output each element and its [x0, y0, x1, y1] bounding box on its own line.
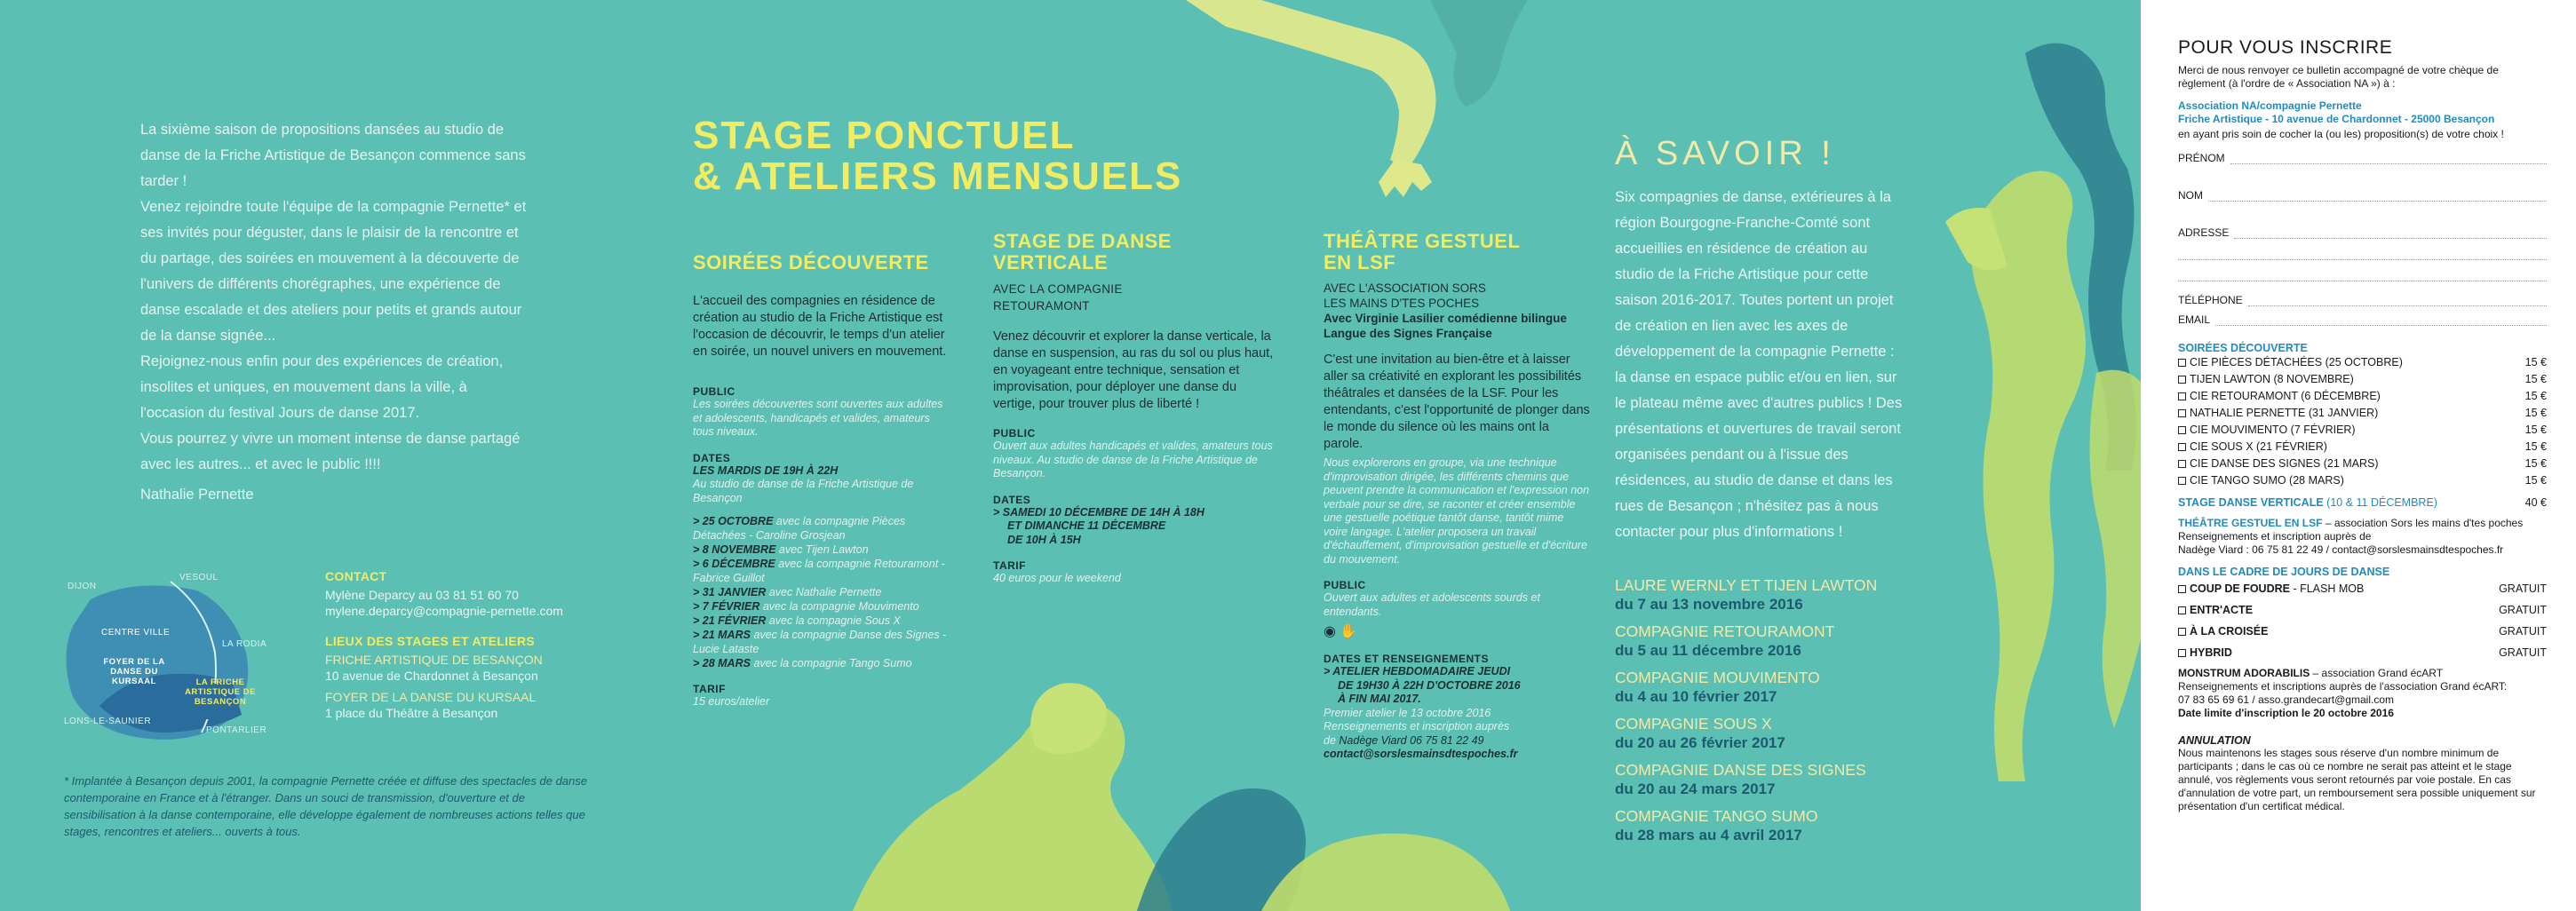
- lsf-sub-bold: Avec Virginie Lasilier comédienne bilingue Langue des Signes Française: [1324, 312, 1567, 340]
- checkbox[interactable]: [2178, 443, 2186, 451]
- field-line[interactable]: [2234, 238, 2547, 239]
- residence-name: COMPAGNIE DANSE DES SIGNES: [1615, 761, 1866, 779]
- verticale-sub-1: AVEC LA COMPAGNIE: [993, 282, 1123, 296]
- lsf-row-title: THÉÂTRE GESTUEL EN LSF: [2178, 517, 2323, 529]
- dancer-right-3: [2090, 370, 2142, 728]
- verticale-dates-1: > SAMEDI 10 DÉCEMBRE DE 14H À 18H: [993, 505, 1205, 519]
- annulation-text: Nous maintenons les stages sous réserve d'un nombre minimum de participants ; dans le cas où ce nombre ne serait pas atteint et le stage annulé, vos règlements vous seront retournés par voie postale. En cas d'annulation de votre part, un remboursement sera possible uniquement sur présentation d'un certificat médical.: [2178, 747, 2536, 812]
- item-date: > 31 JANVIER: [693, 586, 767, 598]
- row-label: À LA CROISÉE: [2190, 625, 2269, 638]
- lsf-first: Premier atelier le 13 octobre 2016: [1324, 706, 1491, 719]
- residence-date: du 28 mars au 4 avril 2017: [1615, 827, 1802, 844]
- dancer-body-bottom-1: [853, 701, 1173, 911]
- field-label: EMAIL: [2178, 313, 2211, 326]
- lsf-dates-2: DE 19H30 À 22H D'OCTOBRE 2016: [1338, 678, 1521, 692]
- intro-paragraph-2: Venez rejoindre toute l'équipe de la compagnie Pernette* et ses invités pour déguster, dans le plaisir de la rencontre et du partage, des soirées en mouvement à la découverte de l'univers de différents chorégraphes, une expérience de danse escalade et des ateliers pour petits et grands autour de la danse signée...: [140, 199, 527, 344]
- checkbox[interactable]: [2178, 409, 2186, 417]
- checkbox-row[interactable]: [2178, 371, 2547, 388]
- residence-name: LAURE WERNLY ET TIJEN LAWTON: [1615, 576, 1878, 594]
- verticale-row-price: 40 €: [2524, 496, 2547, 509]
- lsf-text: C'est une invitation au bien-être et à laisser aller sa créativité en explorant les possibilités théâtrales et dansées de la LSF. Pour les entendants, c'est l'opportunité de plonger dans le monde du silence où les mains ont la parole.: [1324, 353, 1590, 451]
- map-label-rodia: LA RODIA: [222, 639, 267, 649]
- monstrum-line3: 07 83 65 69 61 / asso.grandecart@gmail.com: [2178, 693, 2394, 706]
- field-line[interactable]: [2215, 325, 2547, 326]
- list-item: [693, 557, 950, 585]
- field-nom[interactable]: [2178, 164, 2547, 202]
- soirees-section: [693, 252, 950, 709]
- item-date: > 25 OCTOBRE: [693, 515, 774, 527]
- field-line[interactable]: [2208, 201, 2547, 202]
- verticale-title-1: STAGE DE DANSE: [993, 230, 1172, 252]
- lsf-public-text: Ouvert aux adultes et adolescents sourds et entendants.: [1324, 591, 1540, 618]
- place2-name: FOYER DE LA DANSE DU KURSAAL: [325, 690, 537, 704]
- row-label: CIE PIÈCES DÉTACHÉES (25 OCTOBRE): [2190, 356, 2403, 368]
- intro-paragraph-3: Rejoignez-nous enfin pour des expériences de création, insolites et uniques, en mouvement dans la ville, à l'occasion du festival Jours de danse 2017.: [140, 353, 504, 421]
- row-price: GRATUIT: [2499, 625, 2547, 638]
- location-map: [55, 573, 268, 746]
- lsf-person-line: [1324, 734, 1590, 749]
- field-label: TÉLÉPHONE: [2178, 294, 2243, 306]
- map-label-kursaal: FOYER DE LA DANSE DU KURSAAL: [103, 657, 165, 686]
- checkbox-row[interactable]: [2178, 621, 2547, 642]
- soirees-title: SOIRÉES DÉCOUVERTE: [693, 251, 929, 273]
- item-date: > 6 DÉCEMBRE: [693, 558, 775, 570]
- footnote: * Implantée à Besançon depuis 2001, la compagnie Pernette créée et diffuse des spectacles de danse contemporaine en France et à l'étranger. Dans un souci de transmission, d'ouverture et de sensibilisation à la danse contemporaine, elle développe également de nombreuses actions telles que stages, rencontres et ateliers... ouverts à tous.: [64, 774, 587, 838]
- checkbox-row[interactable]: [2178, 405, 2547, 422]
- soirees-public-text: Les soirées découvertes sont ouvertes aux adultes et adolescents, handicapés et valides, amateurs tous niveaux.: [693, 398, 943, 438]
- row-label: CIE RETOURAMONT (6 DÉCEMBRE): [2190, 390, 2381, 402]
- checkbox[interactable]: [2178, 460, 2186, 468]
- field-email[interactable]: [2178, 306, 2547, 326]
- place1-name: FRICHE ARTISTIQUE DE BESANÇON: [325, 653, 543, 667]
- row-price: 15 €: [2524, 356, 2547, 368]
- contact-email[interactable]: mylene.deparcy@compagnie-pernette.com: [325, 604, 563, 618]
- row-label: CIE DANSE DES SIGNES (21 MARS): [2190, 457, 2379, 470]
- row-price: 15 €: [2524, 474, 2547, 487]
- field-adresse-line2[interactable]: [2178, 239, 2547, 260]
- map-label-friche: LA FRICHE ARTISTIQUE DE BESANÇON: [185, 677, 256, 707]
- residence-date: du 5 au 11 décembre 2016: [1615, 642, 1801, 659]
- verticale-text: Venez découvrir et explorer la danse verticale, la danse en suspension, au ras du sol ou plus haut, en voyageant entre technique, sensation et improvisation, pour déployer une danse du vertige, pour trouver plus de liberté !: [993, 329, 1274, 411]
- form-content: [2178, 37, 2547, 813]
- place2-address: 1 place du Théâtre à Besançon: [325, 706, 498, 720]
- item-text: avec Nathalie Pernette: [768, 586, 882, 598]
- checkbox-row[interactable]: [2178, 642, 2547, 663]
- lsf-sub-1: AVEC L'ASSOCIATION SORS: [1324, 281, 1486, 295]
- row-label: CIE MOUVIMENTO (7 FÉVRIER): [2190, 424, 2356, 436]
- row-label: COUP DE FOUDRE: [2190, 582, 2290, 595]
- intro-paragraph-4: Vous pourrez y vivre un moment intense de danse partagé avec les autres... et avec le public !!!!: [140, 431, 521, 472]
- lsf-row-line2: Renseignements et inscription auprès de: [2178, 530, 2372, 543]
- monstrum-line2: Renseignements et inscriptions auprès de l'association Grand écART:: [2178, 680, 2508, 693]
- lsf-person: Nadège Viard 06 75 81 22 49: [1339, 733, 1484, 747]
- row-rest: - FLASH MOB: [2289, 582, 2365, 595]
- row-price: GRATUIT: [2499, 582, 2547, 595]
- checkbox-row[interactable]: [2178, 578, 2547, 599]
- item-text: avec Tijen Lawton: [778, 543, 869, 556]
- checkbox-row[interactable]: [2178, 599, 2547, 621]
- lsf-de: de: [1324, 733, 1336, 747]
- item-text: avec la compagnie Pièces Détachées - Caroline Grosjean: [693, 515, 906, 542]
- form-soirees-title: SOIRÉES DÉCOUVERTE: [2178, 342, 2308, 354]
- intro-text: [140, 117, 531, 478]
- list-item: [693, 514, 950, 543]
- monstrum-rest: – association Grand écART: [2310, 667, 2444, 679]
- lsf-sub-2: LES MAINS D'TES POCHES: [1324, 297, 1480, 310]
- row-price: 15 €: [2524, 407, 2547, 419]
- row-price: GRATUIT: [2499, 646, 2547, 659]
- soirees-tarif-text: 15 euros/atelier: [693, 695, 770, 708]
- contact-name: Mylène Deparcy au 03 81 51 60 70: [325, 588, 519, 602]
- row-price: GRATUIT: [2499, 604, 2547, 616]
- item-date: > 7 FÉVRIER: [693, 600, 760, 613]
- verticale-dates-label: DATES: [993, 493, 1031, 506]
- soirees-dates-label: DATES: [693, 451, 731, 464]
- verticale-row[interactable]: [2178, 495, 2547, 511]
- row-label: ENTR'ACTE: [2190, 604, 2254, 616]
- list-item: [693, 585, 950, 599]
- verticale-section: [993, 231, 1277, 586]
- lsf-dates-1: > ATELIER HEBDOMADAIRE JEUDI: [1324, 665, 1511, 677]
- main-title-line2: & ATELIERS MENSUELS: [693, 154, 1183, 198]
- field-telephone[interactable]: [2178, 281, 2547, 306]
- item-date: > 21 FÉVRIER: [693, 614, 767, 627]
- place1-address: 10 avenue de Chardonnet à Besançon: [325, 669, 538, 683]
- lsf-dates-3: À FIN MAI 2017.: [1338, 693, 1421, 705]
- lsf-renseign: Renseignements et inscription auprès: [1324, 720, 1510, 733]
- main-title-line1: STAGE PONCTUEL: [693, 114, 1076, 157]
- row-label: TIJEN LAWTON (8 NOVEMBRE): [2190, 373, 2354, 385]
- main-title: [693, 115, 1261, 197]
- accessibility-icons: [1324, 622, 1590, 640]
- checkbox[interactable]: [2178, 376, 2186, 384]
- checkbox-row[interactable]: [2178, 472, 2547, 489]
- soirees-dates-main: LES MARDIS DE 19H À 22H: [693, 463, 839, 477]
- list-item: [693, 543, 950, 557]
- map-label-vesoul: VESOUL: [179, 573, 219, 582]
- field-line[interactable]: [2230, 163, 2547, 164]
- list-item: [693, 599, 950, 614]
- checkbox-row[interactable]: [2178, 439, 2547, 456]
- form-address-2: Friche Artistique - 10 avenue de Chardonnet - 25000 Besançon: [2178, 113, 2495, 125]
- checkbox[interactable]: [2178, 477, 2186, 485]
- form-after-address: en ayant pris soin de cocher la (ou les) proposition(s) de votre choix !: [2178, 128, 2504, 140]
- verticale-tarif-label: TARIF: [993, 559, 1026, 572]
- residence-name: COMPAGNIE MOUVIMENTO: [1615, 669, 1820, 686]
- list-item: [693, 628, 950, 656]
- item-date: > 21 MARS: [693, 629, 751, 641]
- lsf-row-rest: – association Sors les mains d'tes poches: [2325, 517, 2524, 529]
- checkbox-row[interactable]: [2178, 456, 2547, 472]
- field-label: ADRESSE: [2178, 226, 2230, 239]
- jours-title: DANS LE CADRE DE JOURS DE DANSE: [2178, 566, 2390, 578]
- checkbox[interactable]: [2178, 359, 2186, 367]
- field-line[interactable]: [2248, 305, 2547, 306]
- residence-name: COMPAGNIE SOUS X: [1615, 715, 1772, 733]
- lsf-dates-label: DATES ET RENSEIGNEMENTS: [1324, 653, 1489, 665]
- lsf-row-line3: Nadège Viard : 06 75 81 22 49 / contact@sorslesmainsdtespoches.fr: [2178, 543, 2504, 556]
- field-label: PRÉNOM: [2178, 152, 2225, 164]
- field-prenom[interactable]: [2178, 141, 2547, 164]
- places-title: LIEUX DES STAGES ET ATELIERS: [325, 634, 536, 648]
- row-price: 15 €: [2524, 457, 2547, 470]
- row-label: HYBRID: [2190, 646, 2232, 659]
- intro-paragraph-1: La sixième saison de propositions dansées au studio de danse de la Friche Artistique de Besançon commence sans tarder !: [140, 122, 526, 189]
- row-price: 15 €: [2524, 390, 2547, 402]
- verticale-public-text: Ouvert aux adultes handicapés et valides, amateurs tous niveaux. Au studio de danse de la Friche Artistique de Besançon.: [993, 440, 1273, 479]
- lsf-title-2: EN LSF: [1324, 251, 1396, 273]
- map-label-lons: LONS-LE-SAUNIER: [64, 717, 152, 726]
- form-address-1: Association NA/compagnie Pernette: [2178, 99, 2362, 112]
- item-date: > 28 MARS: [693, 657, 751, 669]
- row-label: CIE TANGO SUMO (28 MARS): [2190, 474, 2344, 487]
- savoir-title: À SAVOIR !: [1615, 135, 1835, 172]
- residence-date: du 4 au 10 février 2017: [1615, 688, 1777, 705]
- signature: Nathalie Pernette: [140, 487, 254, 503]
- checkbox-row[interactable]: [2178, 354, 2547, 371]
- soirees-text: L'accueil des compagnies en résidence de création au studio de la Friche Artistique est l'occasion de découvrir, le temps d'un atelier en soirée, un nouvel univers en mouvement.: [693, 294, 947, 359]
- field-line[interactable]: [2178, 259, 2547, 260]
- residence-name: COMPAGNIE TANGO SUMO: [1615, 807, 1818, 825]
- field-adresse-line3[interactable]: [2178, 260, 2547, 281]
- row-price: 15 €: [2524, 373, 2547, 385]
- list-item: [693, 614, 950, 628]
- map-label-centre: CENTRE VILLE: [101, 628, 171, 638]
- row-price: 15 €: [2524, 440, 2547, 453]
- soirees-tarif-label: TARIF: [693, 683, 726, 695]
- checkbox[interactable]: [2178, 426, 2186, 434]
- checkbox[interactable]: [2178, 649, 2186, 657]
- verticale-public-label: PUBLIC: [993, 427, 1036, 440]
- checkbox-row[interactable]: [2178, 388, 2547, 405]
- savoir-text: Six compagnies de danse, extérieures à la région Bourgogne-Franche-Comté sont accueillies en résidence de création au studio de la Friche Artistique pour cette saison 2016-2017. Toutes portent un projet de création en lien avec les axes de développement de la compagnie Pernette : la danse en espace public et/ou en lien, sur le plateau même avec d'autres publics ! Des présentations et ouvertures de travail seront organisées pendant ou à l'issue des résidences, au studio de danse et dans les rues de Besançon ; n'hésitez pas à nous contacter pour plus d'informations !: [1615, 189, 1903, 540]
- soirees-list: [693, 514, 950, 670]
- verticale-sub-2: RETOURAMONT: [993, 299, 1090, 313]
- row-label: NATHALIE PERNETTE (31 JANVIER): [2190, 407, 2379, 419]
- lsf-row: [2178, 517, 2547, 530]
- soirees-public-label: PUBLIC: [693, 385, 735, 398]
- row-label: CIE SOUS X (21 FÉVRIER): [2190, 440, 2327, 453]
- item-text: avec la compagnie Mouvimento: [762, 600, 919, 613]
- verticale-title-2: VERTICALE: [993, 251, 1109, 273]
- item-text: avec la compagnie Sous X: [768, 614, 901, 627]
- map-label-pontarlier: PONTARLIER: [206, 725, 267, 735]
- contact-title: CONTACT: [325, 569, 387, 583]
- checkbox[interactable]: [2178, 392, 2186, 400]
- verticale-row-dates: (10 & 11 DÉCEMBRE): [2326, 496, 2437, 509]
- lsf-section: [1324, 231, 1590, 762]
- monstrum-title: MONSTRUM ADORABILIS: [2178, 667, 2310, 679]
- annulation-title: ANNULATION: [2178, 734, 2251, 747]
- residence-dates: [1615, 575, 1908, 852]
- residence-date: du 20 au 26 février 2017: [1615, 734, 1785, 751]
- item-text: avec la compagnie Danse des Signes - Lucie Lataste: [693, 629, 947, 655]
- checkbox-row[interactable]: [2178, 422, 2547, 439]
- field-label: NOM: [2178, 189, 2203, 202]
- sign-hands-icon: ✋: [1340, 624, 1358, 639]
- checkbox[interactable]: [2178, 585, 2186, 593]
- residence-date: du 7 au 13 novembre 2016: [1615, 596, 1803, 613]
- map-label-dijon: DIJON: [68, 582, 97, 591]
- monstrum-deadline: Date limite d'inscription le 20 octobre 2016: [2178, 707, 2394, 719]
- lsf-italic-text: Nous explorerons en groupe, via une technique d'improvisation dirigée, les différents chemins que peuvent prendre la communication et l'expression non verbale pour se dire, se raconter et créer ensemble une gestuelle poétique tantôt danse, tantôt mime voire langage. L'atelier proposera un travail d'échauffement, d'improvisation gestuelle et d'écriture du mouvement.: [1324, 456, 1590, 566]
- row-price: 15 €: [2524, 424, 2547, 436]
- verticale-dates-2: ET DIMANCHE 11 DÉCEMBRE: [1007, 519, 1166, 532]
- contact-block: [325, 568, 609, 735]
- residence-date: du 20 au 24 mars 2017: [1615, 780, 1776, 797]
- residence-name: COMPAGNIE RETOURAMONT: [1615, 622, 1835, 640]
- form-title: POUR VOUS INSCRIRE: [2178, 37, 2393, 58]
- monstrum-row: [2178, 667, 2547, 680]
- lsf-title-1: THÉÂTRE GESTUEL: [1324, 230, 1521, 252]
- registration-form: [2141, 0, 2576, 911]
- soirees-dates-place: Au studio de danse de la Friche Artistique de Besançon: [693, 478, 914, 504]
- checkbox[interactable]: [2178, 628, 2186, 636]
- item-date: > 8 NOVEMBRE: [693, 543, 776, 556]
- item-text: avec la compagnie Retouramont - Fabrice Guillot: [693, 558, 945, 584]
- list-item: [693, 656, 950, 670]
- item-text: avec la compagnie Tango Sumo: [753, 657, 912, 669]
- verticale-tarif-text: 40 euros pour le weekend: [993, 572, 1121, 584]
- checkbox[interactable]: [2178, 606, 2186, 614]
- shadow-figure-top: [1430, 0, 1528, 107]
- lsf-public-label: PUBLIC: [1324, 579, 1366, 591]
- ear-icon: ◉: [1324, 624, 1336, 639]
- verticale-row-title: STAGE DANSE VERTICALE: [2178, 496, 2324, 509]
- dancer-hand-top: [1379, 160, 1432, 197]
- field-adresse[interactable]: [2178, 202, 2547, 239]
- verticale-dates-3: DE 10H À 15H: [1007, 533, 1081, 546]
- form-intro: Merci de nous renvoyer ce bulletin accompagné de votre chèque de règlement (à l'ordre de « Association NA ») à :: [2178, 64, 2499, 90]
- lsf-email[interactable]: contact@sorslesmainsdtespoches.fr: [1324, 748, 1518, 760]
